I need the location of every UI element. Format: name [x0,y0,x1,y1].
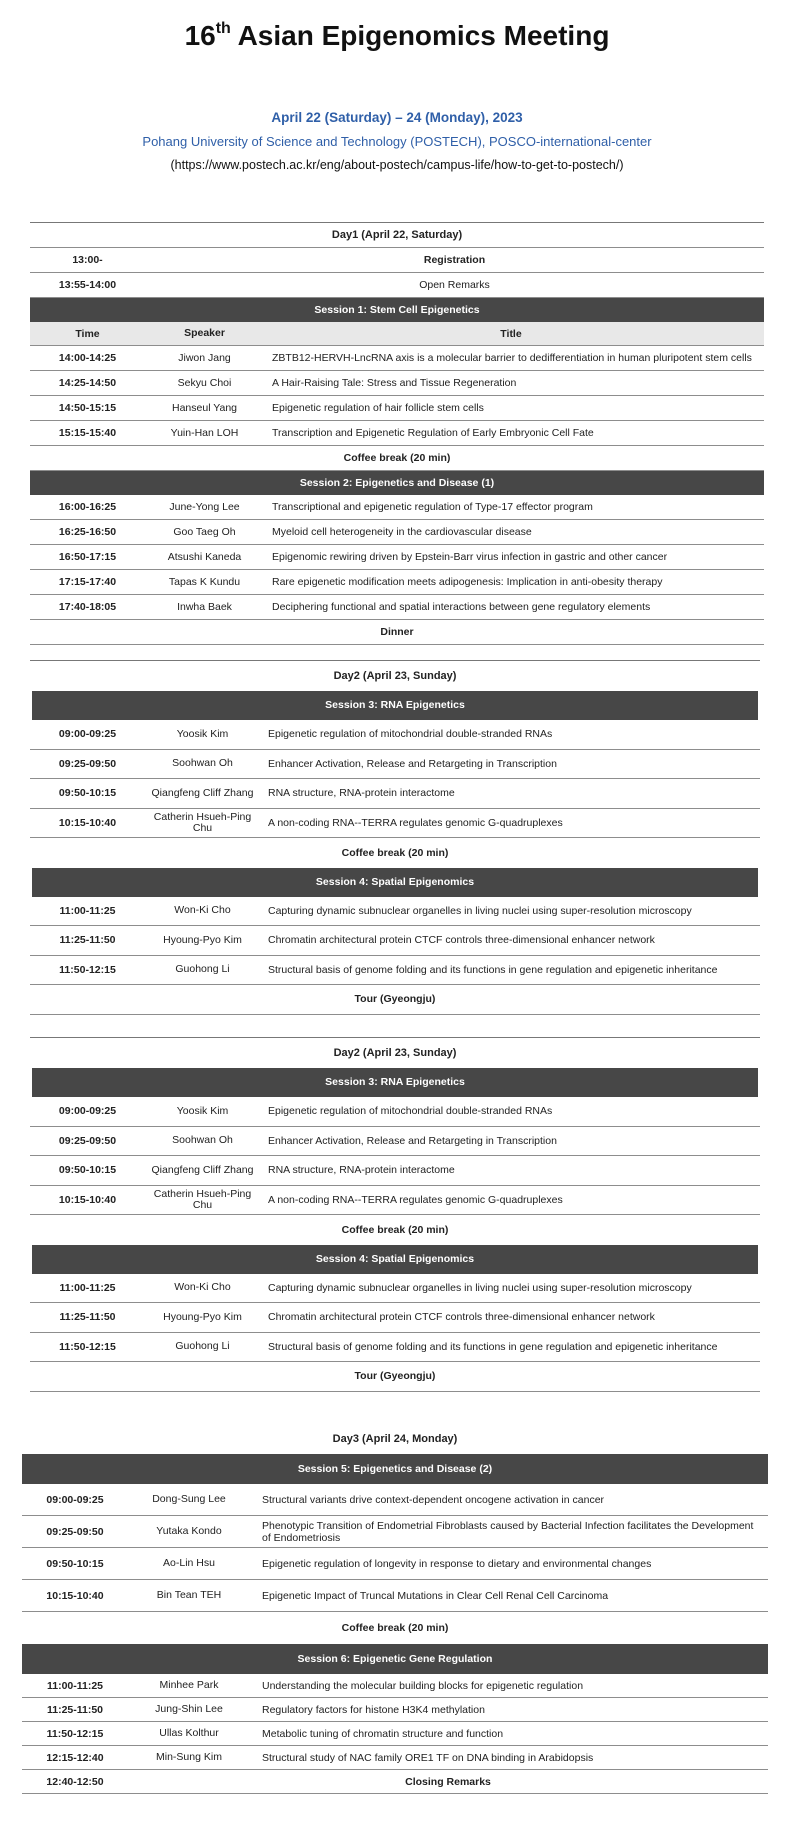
time-cell: 16:00-16:25 [58,501,117,513]
title-cell: Understanding the molecular building blocks for epigenetic regulation [262,1679,584,1692]
time-cell: 09:50-10:15 [46,1557,104,1570]
speaker-cell: Min-Sung Kim [156,1751,222,1763]
table-row [30,396,764,421]
table-row [30,1186,760,1216]
title-cell: Chromatin architectural protein CTCF controls three-dimensional enhancer network [268,934,655,947]
table-row [22,1674,768,1698]
time-cell: 11:25-11:50 [59,934,116,947]
column-header-row [30,322,764,346]
speaker-cell: Qiangfeng Cliff Zhang [151,786,254,799]
table-row [30,1156,760,1186]
title-cell: Capturing dynamic subnuclear organelles in living nuclei using super-resolution microscopy [268,1281,692,1294]
title-cell: Epigenomic rewiring driven by Epstein-Barr virus infection in gastric and other cancer [272,551,668,563]
speaker-cell: Hyoung-Pyo Kim [163,933,242,946]
time-cell: 11:00-11:25 [46,1679,104,1692]
column-header-time: Time [75,327,100,340]
closing-remarks-label: Closing Remarks [405,1775,491,1788]
title-cell: Capturing dynamic subnuclear organelles in living nuclei using super-resolution microscopy [268,904,692,917]
time-cell: 09:00-09:25 [58,728,117,741]
time-cell: 14:00-14:25 [58,352,117,364]
session-header: Session 3: RNA Epigenetics [32,1068,758,1097]
time-cell: 11:50-12:15 [59,1340,116,1353]
column-header-title: Title [500,327,522,340]
time-cell: 15:15-15:40 [58,427,117,439]
speaker-cell: Guohong Li [175,1340,230,1353]
speaker-cell: Yoosik Kim [176,1104,229,1117]
speaker-cell: Guohong Li [175,963,230,976]
table-row [30,720,760,750]
speaker-cell: Qiangfeng Cliff Zhang [151,1163,254,1176]
title-cell: A non-coding RNA--TERRA regulates genomic G-quadruplexes [268,816,563,829]
time-cell: 17:40-18:05 [58,601,117,613]
speaker-cell: Bin Tean TEH [156,1589,222,1601]
title-cell: Transcriptional and epigenetic regulation of Type-17 effector program [272,501,593,513]
table-row [30,595,764,620]
speaker-cell: Won-Ki Cho [174,1281,231,1294]
dinner-row: Dinner [30,620,764,645]
time-cell: 09:00-09:25 [58,1105,117,1118]
time-cell: 09:25-09:50 [58,1134,117,1147]
time-cell: 17:15-17:40 [58,576,117,588]
time-cell: 10:15-10:40 [58,1193,117,1206]
day-heading: Day2 (April 23, Sunday) [333,1047,457,1059]
title-cell: Structural study of NAC family ORE1 TF on DNA binding in Arabidopsis [262,1751,594,1764]
table-row [30,809,760,839]
title-cell: RNA structure, RNA-protein interactome [268,787,455,800]
registration-row [30,248,764,273]
coffee-break-row: Coffee break (20 min) [30,446,764,471]
table-row [22,1746,768,1770]
speaker-cell: Soohwan Oh [172,757,233,770]
time-cell: 09:25-09:50 [58,757,117,770]
open-remarks-row [30,273,764,298]
title-cell: Transcription and Epigenetic Regulation of Early Embryonic Cell Fate [272,427,594,439]
time-cell: 10:15-10:40 [58,816,117,829]
time-cell: 12:15-12:40 [46,1751,104,1764]
time-cell: 09:25-09:50 [46,1525,104,1538]
title-cell: RNA structure, RNA-protein interactome [268,1164,455,1177]
tour-row: Tour (Gyeongju) [30,985,760,1015]
speaker-cell: Dong-Sung Lee [152,1493,226,1505]
session-header: Session 2: Epigenetics and Disease (1) [30,471,764,495]
closing-remarks-row [22,1770,768,1794]
table-row [22,1580,768,1612]
speaker-cell: Inwha Baek [177,600,232,613]
table-row [30,1127,760,1157]
time-cell: 09:00-09:25 [46,1493,104,1506]
title-cell: A non-coding RNA--TERRA regulates genomic G-quadruplexes [268,1193,563,1206]
table-row [30,1097,760,1127]
table-row [30,371,764,396]
page-title: 16th Asian Epigenomics Meeting [184,20,610,51]
table-row [30,520,764,545]
title-cell: Epigenetic regulation of hair follicle stem cells [272,402,484,414]
title-cell: Enhancer Activation, Release and Retargeting in Transcription [268,757,557,770]
time-cell: 11:00-11:25 [59,904,116,917]
time-cell: 11:50-12:15 [46,1727,104,1740]
table-row [30,897,760,927]
table-row [22,1516,768,1548]
title-cell: Phenotypic Transition of Endometrial Fibroblasts caused by Bacterial Infection facilitates the Development of Endometriosis [262,1519,754,1544]
title-cell: Deciphering functional and spatial interactions between gene regulatory elements [272,601,651,613]
time-cell: 13:00- [72,254,103,266]
venue-url[interactable]: (https://www.postech.ac.kr/eng/about-postech/campus-life/how-to-get-to-postech/) [170,158,624,172]
day-heading: Day1 (April 22, Saturday) [30,223,764,248]
coffee-break-row: Coffee break (20 min) [341,1622,449,1634]
speaker-cell: Hanseul Yang [172,401,237,414]
speaker-cell: Atsushi Kaneda [167,550,242,563]
table-row [22,1698,768,1722]
day3-table [22,1424,768,1794]
registration-label: Registration [423,254,486,266]
table-row [30,346,764,371]
time-cell: 14:50-15:15 [58,402,117,414]
time-cell: 09:50-10:15 [58,1164,117,1177]
title-cell: Chromatin architectural protein CTCF controls three-dimensional enhancer network [268,1311,655,1324]
speaker-cell: Hyoung-Pyo Kim [163,1310,242,1323]
table-row [30,545,764,570]
title-cell: ZBTB12-HERVH-LncRNA axis is a molecular barrier to dedifferentiation in human pluripotent stem cells [272,352,752,364]
speaker-cell: Jiwon Jang [178,351,231,364]
table-row [30,421,764,446]
speaker-cell: Goo Taeg Oh [173,525,236,538]
title-cell: Enhancer Activation, Release and Retargeting in Transcription [268,1134,557,1147]
session-header: Session 5: Epigenetics and Disease (2) [22,1454,768,1484]
open-remarks-label: Open Remarks [419,279,490,291]
table-row [30,750,760,780]
table-row [30,495,764,520]
speaker-cell: June-Yong Lee [169,500,240,513]
table-row [30,956,760,986]
day2-table-repeat [30,1037,760,1392]
speaker-cell: Yuin-Han LOH [170,426,239,439]
title-cell: Epigenetic regulation of longevity in response to dietary and environmental changes [262,1557,652,1570]
title-cell: Metabolic tuning of chromatin structure and function [262,1727,504,1740]
table-row [30,570,764,595]
speaker-cell: Yoosik Kim [176,727,229,740]
tour-row: Tour (Gyeongju) [30,1362,760,1392]
title-cell: Epigenetic Impact of Truncal Mutations in Clear Cell Renal Cell Carcinoma [262,1589,609,1602]
table-row [30,1333,760,1363]
speaker-cell: Minhee Park [159,1679,219,1691]
title-cell: Structural basis of genome folding and its functions in gene regulation and epigenetic inheritance [268,1340,718,1353]
speaker-cell: Sekyu Choi [177,376,232,389]
day-heading: Day2 (April 23, Sunday) [333,670,457,682]
title-cell: Structural basis of genome folding and its functions in gene regulation and epigenetic inheritance [268,963,718,976]
table-row [30,1303,760,1333]
table-row [22,1484,768,1516]
speaker-cell: Ao-Lin Hsu [163,1557,215,1569]
time-cell: 11:00-11:25 [59,1281,116,1294]
speaker-cell: Soohwan Oh [172,1134,233,1147]
time-cell: 11:50-12:15 [59,963,116,976]
session-header: Session 1: Stem Cell Epigenetics [30,298,764,322]
coffee-break-row: Coffee break (20 min) [341,846,449,859]
title-cell: Structural variants drive context-dependent oncogene activation in cancer [262,1493,605,1506]
coffee-break-row: Coffee break (20 min) [341,1223,449,1236]
speaker-cell: Jung-Shin Lee [155,1703,223,1715]
title-cell: Regulatory factors for histone H3K4 methylation [262,1703,485,1716]
title-cell: Epigenetic regulation of mitochondrial double-stranded RNAs [268,1105,553,1118]
column-header-speaker: Speaker [184,327,225,339]
time-cell: 09:50-10:15 [58,787,117,800]
session-header: Session 4: Spatial Epigenomics [32,868,758,897]
session-header: Session 6: Epigenetic Gene Regulation [22,1644,768,1674]
title-cell: Epigenetic regulation of mitochondrial double-stranded RNAs [268,728,553,741]
time-cell: 16:50-17:15 [58,551,117,563]
time-cell: 14:25-14:50 [58,377,117,389]
table-row [30,926,760,956]
day-heading: Day3 (April 24, Monday) [332,1433,458,1445]
meeting-venue: Pohang University of Science and Technology (POSTECH), POSCO-international-center [142,134,652,149]
table-row [30,779,760,809]
session-header: Session 3: RNA Epigenetics [32,691,758,720]
session-header: Session 4: Spatial Epigenomics [32,1245,758,1274]
speaker-cell: Tapas K Kundu [168,575,241,588]
meeting-dates: April 22 (Saturday) – 24 (Monday), 2023 [271,110,523,125]
table-row [22,1722,768,1746]
day2-table [30,660,760,1015]
time-cell: 11:25-11:50 [46,1703,104,1716]
time-cell: 12:40-12:50 [46,1775,104,1788]
speaker-cell: Won-Ki Cho [174,904,231,917]
time-cell: 16:25-16:50 [58,526,117,538]
speaker-cell: Catherin Hsueh-Ping Chu [153,810,252,834]
table-row [30,1274,760,1304]
speaker-cell: Ullas Kolthur [159,1727,219,1739]
table-row [22,1548,768,1580]
time-cell: 10:15-10:40 [46,1589,104,1602]
day1-table [30,222,764,645]
speaker-cell: Catherin Hsueh-Ping Chu [153,1187,252,1211]
title-cell: Myeloid cell heterogeneity in the cardiovascular disease [272,526,532,538]
time-cell: 13:55-14:00 [58,279,117,291]
title-cell: A Hair-Raising Tale: Stress and Tissue Regeneration [272,377,517,389]
time-cell: 11:25-11:50 [59,1311,116,1324]
speaker-cell: Yutaka Kondo [156,1525,222,1537]
title-cell: Rare epigenetic modification meets adipogenesis: Implication in anti-obesity therapy [272,576,663,588]
